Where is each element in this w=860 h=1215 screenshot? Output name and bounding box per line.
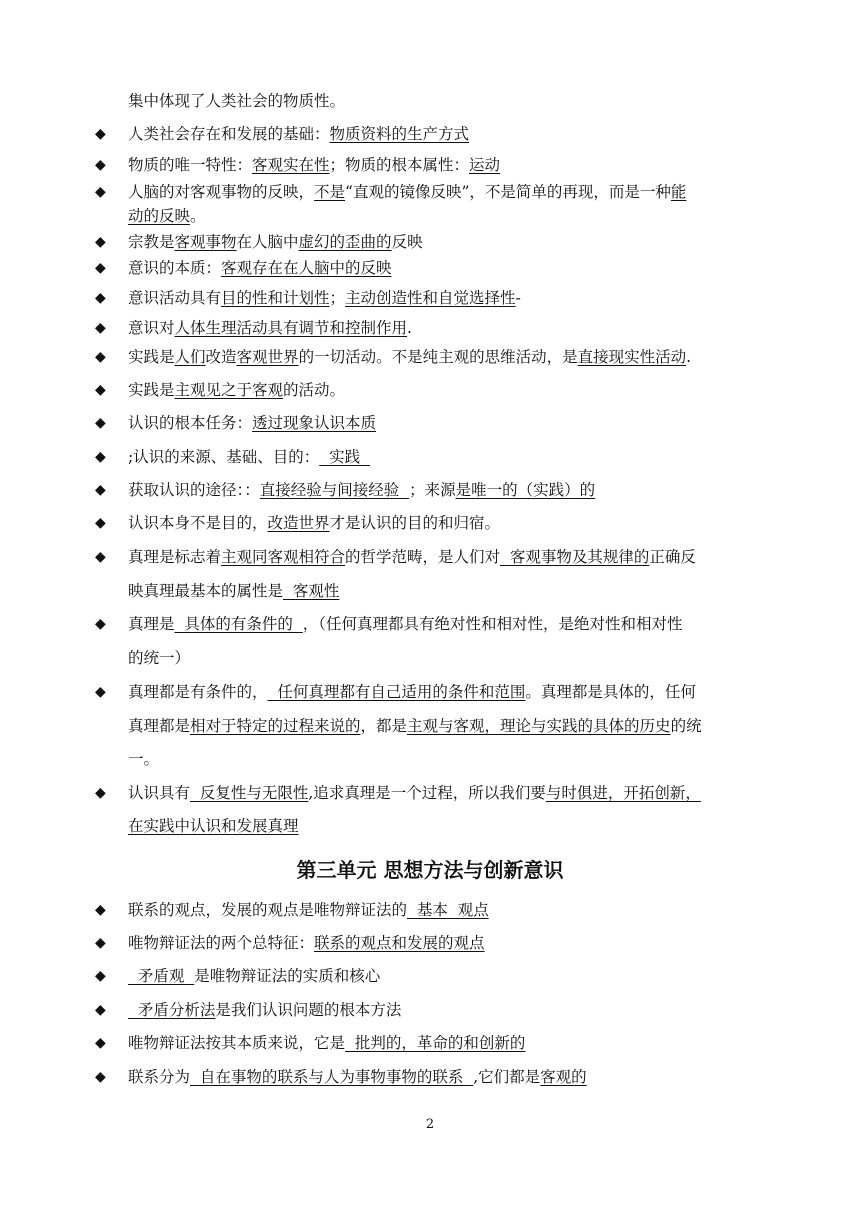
- section-heading: 第三单元 思想方法与创新意识: [296, 858, 564, 882]
- list-item: 意识活动具有目的性和计划性；主动创造性和自觉选择性-: [128, 289, 521, 307]
- list-item-continuation: 映真理最基本的属性是 客观性: [128, 582, 340, 600]
- list-item: 唯物辩证法的两个总特征：联系的观点和发展的观点: [128, 934, 485, 952]
- list-item: 获取认识的途径：：直接经验与间接经验 ；来源是唯一的（实践）的: [128, 481, 596, 499]
- list-item: 意识对人体生理活动具有调节和控制作用.: [128, 319, 412, 337]
- list-item: 物质的唯一特性：客观实在性；物质的根本属性：运动: [128, 156, 501, 174]
- bullet-icon: ◆: [95, 785, 106, 801]
- list-item-continuation: 在实践中认识和发展真理: [128, 817, 299, 835]
- bullet-icon: ◆: [95, 126, 106, 142]
- list-item: 真理是 具体的有条件的 ，（任何真理都具有绝对性和相对性，是绝对性和相对性: [128, 615, 683, 633]
- list-item: 认识本身不是目的，改造世界才是认识的目的和归宿。: [128, 514, 501, 532]
- intro-line: 集中体现了人类社会的物质性。: [128, 92, 346, 110]
- bullet-icon: ◆: [95, 349, 106, 365]
- list-item-continuation: 一。: [128, 750, 160, 768]
- bullet-icon: ◆: [95, 1035, 106, 1051]
- bullet-icon: ◆: [95, 935, 106, 951]
- bullet-icon: ◆: [95, 157, 106, 173]
- list-item-continuation: 的统一）: [128, 649, 191, 667]
- bullet-icon: ◆: [95, 1002, 106, 1018]
- bullet-icon: ◆: [95, 1069, 106, 1085]
- bullet-icon: ◆: [95, 260, 106, 276]
- bullet-icon: ◆: [95, 549, 106, 565]
- bullet-icon: ◆: [95, 684, 106, 700]
- list-item-continuation: 动的反映。: [128, 207, 206, 225]
- list-item: 意识的本质：客观存在在人脑中的反映: [128, 259, 392, 277]
- bullet-icon: ◆: [95, 616, 106, 632]
- list-item: 真理都是有条件的， 任何真理都有自己适用的条件和范围。真理都是具体的，任何: [128, 683, 696, 701]
- bullet-icon: ◆: [95, 415, 106, 431]
- list-item: 认识的根本任务：透过现象认识本质: [128, 414, 377, 432]
- list-item: 实践是主观见之于客观的活动。: [128, 381, 346, 399]
- list-item-continuation: 真理都是相对于特定的过程来说的，都是主观与客观，理论与实践的具体的历史的统: [128, 717, 702, 735]
- list-item: 人脑的对客观事物的反映，不是“直观的镜像反映”，不是简单的再现，而是一种能: [128, 183, 687, 201]
- list-item: ;认识的来源、基础、目的： 实践: [128, 448, 370, 466]
- list-item: 联系分为 自在事物的联系与人为事物事物的联系 ,它们都是客观的: [128, 1068, 587, 1086]
- bullet-icon: ◆: [95, 184, 106, 200]
- bullet-icon: ◆: [95, 902, 106, 918]
- bullet-icon: ◆: [95, 515, 106, 531]
- bullet-icon: ◆: [95, 968, 106, 984]
- list-item: 矛盾观 是唯物辩证法的实质和核心: [128, 967, 381, 985]
- bullet-icon: ◆: [95, 482, 106, 498]
- bullet-icon: ◆: [95, 320, 106, 336]
- list-item: 实践是人们改造客观世界的一切活动。不是纯主观的思维活动，是直接现实性活动.: [128, 348, 692, 366]
- list-item: 宗教是客观事物在人脑中虚幻的歪曲的反映: [128, 233, 423, 251]
- list-item: 人类社会存在和发展的基础：物质资料的生产方式: [128, 125, 470, 143]
- page-number: 2: [425, 1117, 435, 1132]
- bullet-icon: ◆: [95, 449, 106, 465]
- list-item: 矛盾分析法是我们认识问题的根本方法: [128, 1001, 402, 1019]
- bullet-icon: ◆: [95, 382, 106, 398]
- list-item: 认识具有 反复性与无限性,追求真理是一个过程，所以我们要与时俱进，开拓创新，: [128, 784, 701, 802]
- list-item: 唯物辩证法按其本质来说，它是 批判的，革命的和创新的: [128, 1034, 526, 1052]
- list-item: 真理是标志着主观同客观相符合的哲学范畴，是人们对 客观事物及其规律的正确反: [128, 548, 696, 566]
- bullet-icon: ◆: [95, 290, 106, 306]
- list-item: 联系的观点，发展的观点是唯物辩证法的 基本 观点: [128, 901, 489, 919]
- bullet-icon: ◆: [95, 234, 106, 250]
